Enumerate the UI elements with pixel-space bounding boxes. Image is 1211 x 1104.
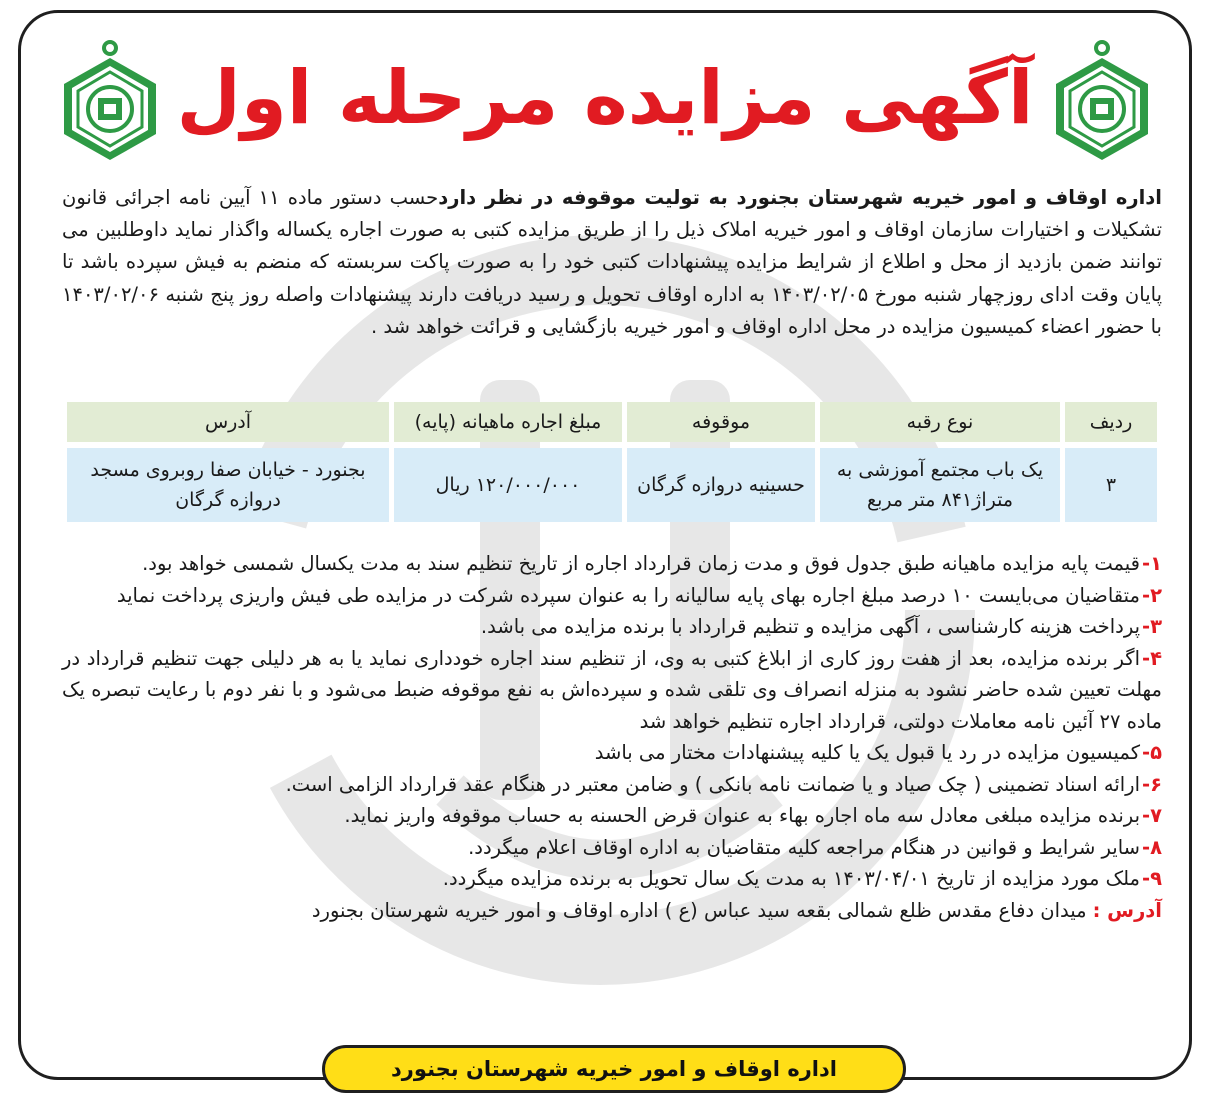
condition-number: ۲- [1142,583,1162,607]
condition-number: ۷- [1142,804,1162,827]
conditions-list [62,548,1162,926]
cell-address: بجنورد - خیابان صفا روبروی مسجد دروازه گرگان [67,448,389,522]
condition-item [62,611,1162,643]
condition-item [62,832,1162,864]
condition-item [62,769,1162,801]
condition-text: متقاضیان می‌بایست ۱۰ درصد مبلغ اجاره بهای پایه سالیانه را به عنوان سپرده شرکت در مزایده طی فیش واریزی پرداخت نماید [116,583,1140,607]
condition-text: قیمت پایه مزایده ماهیانه طبق جدول فوق و مدت زمان قرارداد اجاره از تاریخ تنظیم سند به مدت یکسال شمسی خواهد بود. [142,552,1140,575]
auction-table [62,396,1162,528]
cell-row-number: ۳ [1065,448,1157,522]
header-row-number: ردیف [1065,402,1157,442]
header-monthly-rent: مبلغ اجاره ماهیانه (پایه) [394,402,622,442]
intro-paragraph [62,182,1162,343]
intro-text: حسب دستور ماده ۱۱ آیین نامه اجرائی قانون تشکیلات و اختیارات سازمان اوقاف و امور خیریه املاک ذیل را از طریق مزایده کتبی به صورت اجاره یکساله واگذار نماید داوطلبین می توانند ضمن بازدید از محل و اطلاع از شرایط مزایده پیشنهادات کتبی خود را به صورت پاکت سربسته که منضم به فیش سپرده باشد تا پایان وقت ادای روزچهار شنبه مورخ ۱۴۰۳/۰۲/۰۵ به اداره اوقاف تحویل و رسید دریافت دارند پیشنهادات واصله روز پنج شنبه ۱۴۰۳/۰۲/۰۶ با حضور اعضاء کمیسیون مزایده در محل اداره اوقاف و امور خیریه بازگشایی و قرائت خواهد شد . [62,186,1162,338]
condition-text: سایر شرایط و قوانین در هنگام مراجعه کلیه متقاضیان به اداره اوقاف اعلام میگردد. [468,835,1140,859]
condition-number: ۵- [1142,741,1162,764]
condition-text: پرداخت هزینه کارشناسی ، آگهی مزایده و تنظیم قرارداد با برنده مزایده می باشد. [480,615,1140,638]
cell-property-type: یک باب مجتمع آموزشی به متراژ۸۴۱ متر مربع [820,448,1060,522]
table-header-row [67,402,1157,442]
condition-number: ۶- [1142,772,1162,796]
address-label: آدرس : [1092,898,1162,922]
cell-endowment: حسینیه دروازه گرگان [627,448,815,522]
cell-monthly-rent: ۱۲۰/۰۰۰/۰۰۰ ریال [394,448,622,522]
condition-number: ۴- [1142,646,1162,670]
condition-number: ۹- [1142,867,1162,890]
condition-item [62,548,1162,580]
header-property-type: نوع رقبه [820,402,1060,442]
table-row [67,448,1157,522]
condition-text: کمیسیون مزایده در رد یا قبول یک یا کلیه پیشنهادات مختار می باشد [594,741,1140,764]
notice-title: آگهی مزایده مرحله اول [176,55,1034,141]
intro-bold-lead: اداره اوقاف و امور خیریه شهرستان بجنورد به تولیت موقوفه در نظر دارد [438,186,1162,209]
condition-text: ارائه اسناد تضمینی ( چک صیاد و یا ضمانت نامه بانکی ) و ضامن معتبر در هنگام عقد قرارداد الزامی است. [285,772,1140,796]
condition-text: برنده مزایده مبلغی معادل سه ماه اجاره بهاء به عنوان قرض الحسنه به حساب موقوفه واریز نماید. [344,804,1140,827]
condition-number: ۱- [1142,552,1162,575]
endowment-emblem-icon-left [58,38,162,162]
condition-item [62,863,1162,895]
footer-office-name: اداره اوقاف و امور خیریه شهرستان بجنورد [322,1045,906,1093]
condition-text: ملک مورد مزایده از تاریخ ۱۴۰۳/۰۴/۰۱ به مدت یک سال تحویل به برنده مزایده میگردد. [442,867,1140,890]
condition-item [62,737,1162,769]
condition-text: اگر برنده مزایده، بعد از هفت روز کاری از ابلاغ کتبی به وی، از تنظیم سند اجاره خودداری نماید یا به هر دلیلی جهت تنظیم قرارداد در مهلت تعیین شده حاضر نشود به منزله انصراف وی تلقی شده و سپرده‌اش به نفع موقوفه ضبط می‌شود و با نفر دوم با رعایت تبصره یک ماده ۲۷ آئین نامه معاملات دولتی، قرارداد اجاره تنظیم خواهد شد [62,646,1162,733]
condition-number: ۸- [1142,835,1162,859]
condition-item [62,800,1162,832]
header-endowment: موقوفه [627,402,815,442]
condition-item [62,580,1162,612]
condition-item [62,643,1162,738]
office-address [62,895,1162,927]
header-address: آدرس [67,402,389,442]
endowment-emblem-icon-right [1050,38,1154,162]
address-text: میدان دفاع مقدس ظلع شمالی بقعه سید عباس (ع ) اداره اوقاف و امور خیریه شهرستان بجنورد [311,898,1087,922]
condition-number: ۳- [1142,615,1162,638]
